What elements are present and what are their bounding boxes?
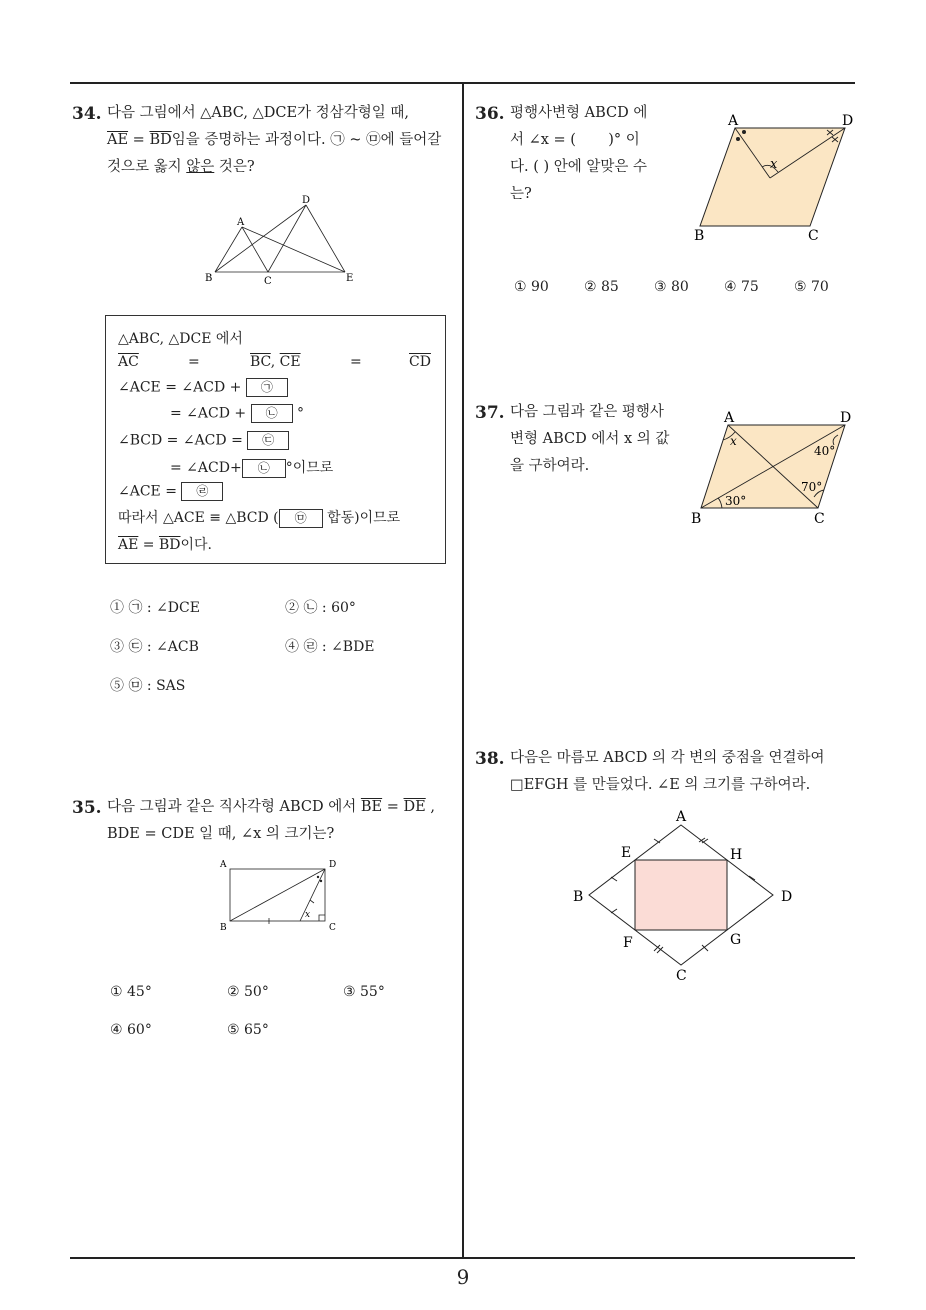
- q34-choice-3[interactable]: ③ ㉢ : ∠ACB: [110, 639, 199, 655]
- q34-label-e: E: [346, 273, 354, 284]
- q34-figure: [195, 190, 365, 290]
- proof-blank-4: ㉡: [242, 459, 286, 478]
- q36-angle-dot: [742, 130, 746, 134]
- q37-figure: [688, 405, 863, 530]
- q35-choice-2[interactable]: ② 50°: [227, 984, 269, 1000]
- q34-choice-2[interactable]: ② ㉡ : 60°: [285, 600, 356, 616]
- q38-label-g: G: [730, 932, 742, 948]
- q35-number: 35.: [72, 798, 102, 818]
- proof-blank-2: ㉡: [251, 404, 293, 423]
- q38-label-e: E: [621, 845, 632, 861]
- q36-label-c: C: [808, 228, 819, 244]
- q35-label-x: x: [305, 910, 311, 920]
- column-divider: [462, 82, 464, 1258]
- q36-text: 평행사변형 ABCD 에 서 ∠x = ( )° 이 다. ( ) 안에 알맞은 수 는?: [510, 105, 648, 202]
- q36-figure: [690, 108, 865, 248]
- q38-figure: [560, 805, 810, 985]
- proof-blank-3: ㉢: [247, 431, 289, 450]
- q34-text: 다음 그림에서 △ABC, △DCE가 정삼각형일 때, $\overline{AE} = \overline{BD}$임을 증명하는 과정이다. ㉠ ~ ㉤에 들어갈 것으로 옳지 않은 것은?: [107, 105, 442, 175]
- q37-label-x: x: [730, 434, 737, 448]
- q36-angle-dot: [736, 137, 740, 141]
- q34-label-d: D: [302, 195, 311, 206]
- q38-label-h: H: [730, 847, 743, 863]
- q38-label-a: A: [676, 809, 687, 825]
- q35-label-c: C: [329, 923, 336, 933]
- q34-choice-5[interactable]: ⑤ ㉤ : SAS: [110, 678, 186, 694]
- q38-number: 38.: [475, 749, 505, 769]
- q35-angle-dot: [320, 880, 322, 882]
- q34-choice-1[interactable]: ① ㉠ : ∠DCE: [110, 600, 200, 616]
- q34-label-a: A: [237, 217, 245, 228]
- q34-number: 34.: [72, 104, 102, 124]
- q36-label-x: x: [770, 157, 778, 172]
- q35-text: 다음 그림과 같은 직사각형 ABCD 에서 $\overline{BE} = \overline{DE}$ , BDE = CDE 일 때, ∠x 의 크기는?: [107, 799, 435, 842]
- q35-choice-4[interactable]: ④ 60°: [110, 1022, 152, 1038]
- q36-choice-4[interactable]: ④ 75: [724, 279, 759, 295]
- q35-label-a: A: [220, 860, 227, 870]
- q37-text: 다음 그림과 같은 평행사 변형 ABCD 에서 x 의 값 을 구하여라.: [510, 404, 670, 474]
- q35-label-b: B: [220, 923, 227, 933]
- q35-label-d: D: [329, 860, 337, 870]
- q34-proof-box: △ABC, △DCE 에서 $\overline{AC}$ = $\overline{BC}$, $\overline{CE}$ = $\overline{CD}$ ∠ACE = ∠ACD + ㉠ = ∠ACD + ㉡ ° ∠BCD = ∠ACD = ㉢ = ∠ACD+ ㉡ °이므로 ∠ACE = ㉣ 따라서 △ACE ≡ △BCD ( ㉤ 합동)이므로 $\overline{AE} = \overline{BD}$이다.: [105, 315, 446, 564]
- proof-blank-6: ㉤: [279, 509, 323, 528]
- q37-angle-40: 40°: [814, 444, 836, 458]
- q34-label-c: C: [264, 276, 272, 287]
- q35-angle-dot: [317, 876, 319, 878]
- q37-angle-30: 30°: [725, 494, 747, 508]
- q38-label-f: F: [623, 935, 633, 951]
- proof-blank-1: ㉠: [246, 378, 288, 397]
- q38-text: 다음은 마름모 ABCD 의 각 변의 중점을 연결하여 □EFGH 를 만들었다. ∠E 의 크기를 구하여라.: [510, 750, 825, 793]
- q37-label-a: A: [724, 410, 735, 426]
- q36-number: 36.: [475, 104, 505, 124]
- page-number: 9: [456, 1265, 470, 1289]
- q36-choice-1[interactable]: ① 90: [514, 279, 549, 295]
- q38-label-c: C: [676, 968, 687, 984]
- proof-blank-5: ㉣: [181, 482, 223, 501]
- q37-label-d: D: [840, 410, 852, 426]
- q35-choice-1[interactable]: ① 45°: [110, 984, 152, 1000]
- q36-label-a: A: [728, 113, 739, 129]
- q38-label-b: B: [573, 889, 584, 905]
- q34-choice-4[interactable]: ④ ㉣ : ∠BDE: [285, 639, 375, 655]
- q37-number: 37.: [475, 403, 505, 423]
- q37-label-c: C: [814, 511, 825, 527]
- q34-label-b: B: [205, 273, 213, 284]
- q35-figure: [215, 855, 345, 935]
- q38-label-d: D: [781, 889, 793, 905]
- q35-choice-5[interactable]: ⑤ 65°: [227, 1022, 269, 1038]
- q36-choice-3[interactable]: ③ 80: [654, 279, 689, 295]
- q37-angle-70: 70°: [801, 480, 823, 494]
- q36-label-b: B: [694, 228, 705, 244]
- q36-choice-2[interactable]: ② 85: [584, 279, 619, 295]
- q36-choice-5[interactable]: ⑤ 70: [794, 279, 829, 295]
- q36-label-d: D: [842, 113, 854, 129]
- q35-choice-3[interactable]: ③ 55°: [343, 984, 385, 1000]
- q37-label-b: B: [691, 511, 702, 527]
